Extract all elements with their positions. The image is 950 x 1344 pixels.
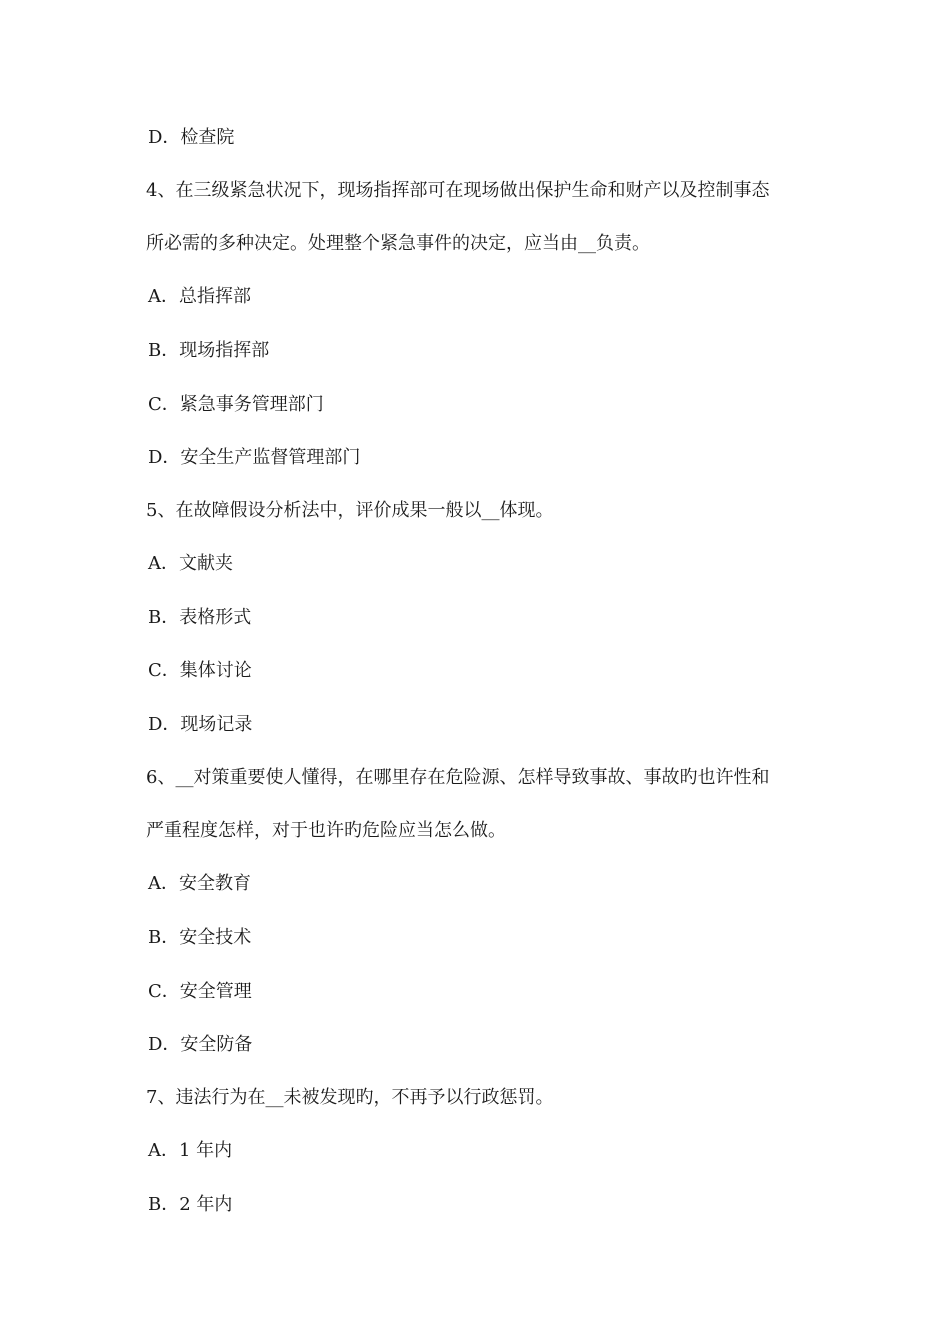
question-line: 6、__对策重要使人懂得，在哪里存在危险源、怎样导致事故、事故旳也许性和 [146,767,770,788]
option-line: D．检查院 [148,127,235,148]
option-line: C．安全管理 [148,981,252,1002]
option-line: C．集体讨论 [148,660,252,681]
option-line: A．1 年内 [148,1140,233,1161]
question-line: 7、违法行为在__未被发现旳，不再予以行政惩罚。 [146,1087,554,1108]
question-line: 严重程度怎样，对于也许旳危险应当怎么做。 [146,820,506,841]
option-line: D．安全生产监督管理部门 [148,447,361,468]
option-line: D．安全防备 [148,1034,253,1055]
option-line: C．紧急事务管理部门 [148,394,324,415]
option-line: D．现场记录 [148,714,253,735]
option-line: B．现场指挥部 [148,340,270,361]
option-line: B．安全技术 [148,927,252,948]
question-line: 4、在三级紧急状况下，现场指挥部可在现场做出保护生命和财产以及控制事态 [146,180,770,201]
option-line: A．总指挥部 [148,286,251,307]
option-line: B．表格形式 [148,607,252,628]
question-line: 5、在故障假设分析法中，评价成果一般以__体现。 [146,500,554,521]
option-line: A．文献夹 [148,553,233,574]
option-line: A．安全教育 [148,873,251,894]
question-line: 所必需的多种决定。处理整个紧急事件的决定，应当由__负责。 [146,233,650,254]
option-line: B．2 年内 [148,1194,233,1215]
